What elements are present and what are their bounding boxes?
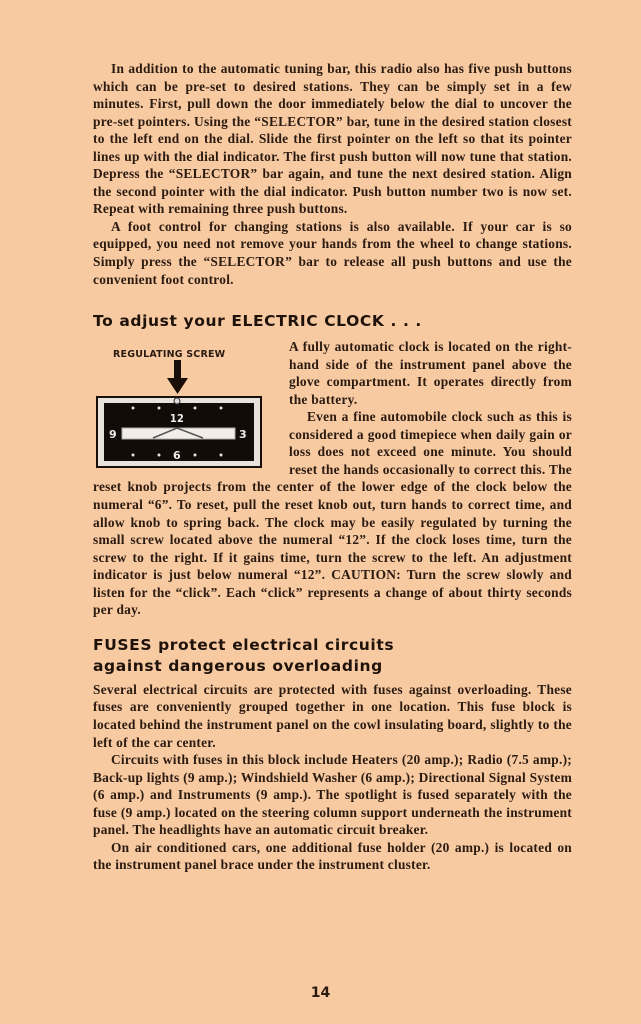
page-body (93, 60, 572, 874)
fuses-paragraph-3: On air conditioned cars, one additional fuse holder (20 amp.) is located on the instrument panel brace under the instrument cluster. (93, 839, 572, 873)
numeral-6: 6 (173, 449, 181, 463)
numeral-3: 3 (239, 428, 247, 442)
clock-illustration (93, 338, 283, 478)
fuses-heading-line-1: FUSES protect electrical circuits (93, 635, 395, 654)
numeral-12: 12 (169, 412, 185, 426)
fuses-paragraph-1: Several electrical circuits are protected with fuses against overloading. These fuses are conveniently grouped together in one location. This fuse block is located behind the instrument panel on the cowl insulating board, slightly to the left of the car center. (93, 681, 572, 750)
fuses-paragraph-2: Circuits with fuses in this block include Heaters (20 amp.); Radio (7.5 amp.); Back-up lights (9 amp.); Windshield Washer (6 amp.); Directional Signal System (6 amp.) and Instruments (9 amp.). The spotlight is fused separately with the fuse (9 amp.) located on the steering column support underneath the instrument panel. The headlights have an automatic circuit breaker. (93, 752, 572, 838)
clock-paragraph-2: Even a fine automobile clock such as this is considered a good timepiece when daily gain or loss does not exceed one minute. You should reset the hands occasionally to correct this. The reset knob projects from the center of the lower edge of the clock below the numeral “6”. To reset, pull the reset knob out, turn hands to correct time, and allow knob to spring back. The clock may be easily regulated by turning the small screw located above the numeral “12”. If the clock loses time, turn the screw to the right. If it gains time, turn the screw to the left. An adjustment indicator is just below numeral “12”. CAUTION: Turn the screw slowly and listen for the “click”. Each “click” represents a change of about thirty seconds per day. (93, 409, 572, 618)
clock-heading: To adjust your ELECTRIC CLOCK . . . (93, 312, 422, 331)
fuses-heading (93, 635, 572, 677)
radio-paragraph-1: In addition to the automatic tuning bar, this radio also has five push buttons which can be pre-set to desired stations. They can be simply set in a few minutes. First, pull down the door immediately below the dial to uncover the pre-set pointers. Using the “SELECTOR” bar, tune in the desired station closest to the left end on the dial. Slide the first pointer on the left so that its pointer lines up with the dial indicator. The first push button will now tune that station. Depress the “SELECTOR” bar again, and tune the next desired station. Align the second pointer with the dial indicator. Push button number two is now set. Repeat with remaining three push buttons. (93, 61, 572, 217)
clock-figure (93, 338, 283, 478)
fuses-heading-line-2: against dangerous overloading (93, 656, 383, 675)
arrow-down-icon (167, 360, 188, 394)
page-number: 14 (310, 985, 331, 1001)
regulating-screw-label: REGULATING SCREW (113, 349, 226, 361)
radio-paragraph-2: A foot control for changing stations is also available. If your car is so equipped, you need not remove your hands from the wheel to change stations. Simply press the “SELECTOR” bar to release all push buttons and use the convenient foot control. (93, 218, 572, 287)
numeral-9: 9 (109, 428, 117, 442)
clock-paragraph-1: A fully automatic clock is located on the right-hand side of the instrument panel above the glove compartment. It operates directly from the battery. (289, 339, 572, 407)
